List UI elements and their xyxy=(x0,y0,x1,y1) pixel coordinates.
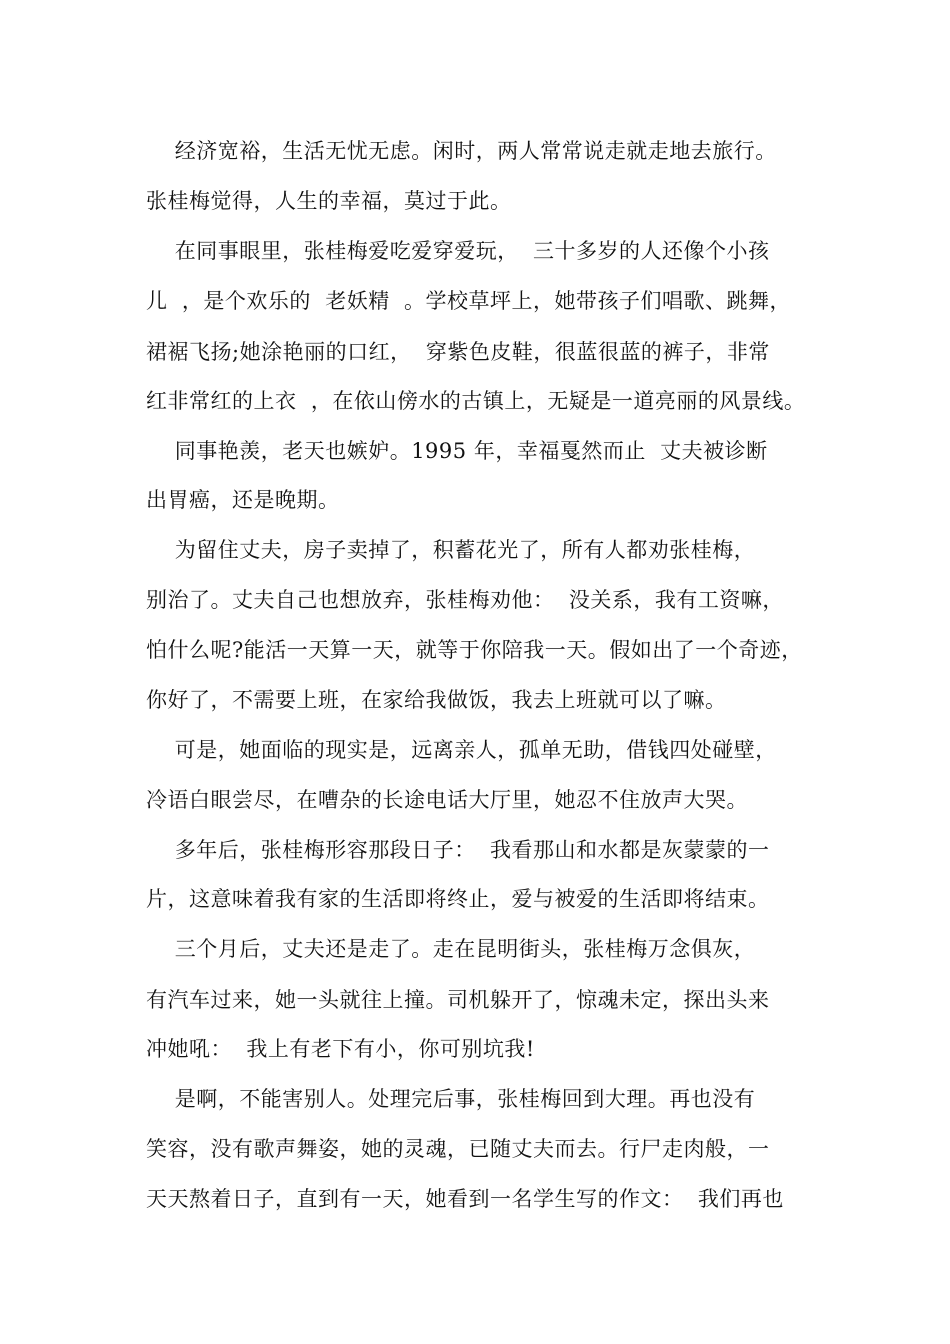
text-line: 儿 ，是个欢乐的 老妖精 。学校草坪上，她带孩子们唱歌、跳舞， xyxy=(146,289,792,313)
text-line: 红非常红的上衣 ，在依山傍水的古镇上，无疑是一道亮丽的风景线。 xyxy=(146,389,806,413)
text-line: 是啊，不能害别人。处理完后事，张桂梅回到大理。再也没有 xyxy=(146,1087,756,1111)
text-line: 天天熬着日子，直到有一天，她看到一名学生写的作文： 我们再也 xyxy=(146,1187,784,1211)
text-line: 经济宽裕，生活无忧无虑。闲时，两人常常说走就走地去旅行。 xyxy=(146,139,777,163)
text-line: 有汽车过来，她一头就往上撞。司机躲开了，惊魂未定，探出头来 xyxy=(146,988,770,1012)
text-line: 张桂梅觉得，人生的幸福，莫过于此。 xyxy=(146,189,512,213)
text-line: 冲她吼： 我上有老下有小，你可别坑我! xyxy=(146,1037,535,1061)
text-line: 你好了，不需要上班，在家给我做饭，我去上班就可以了嘛。 xyxy=(146,688,727,712)
text-line: 三个月后，丈夫还是走了。走在昆明街头，张桂梅万念俱灰， xyxy=(146,937,756,961)
text-line: 片，这意味着我有家的生活即将终止，爱与被爱的生活即将结束。 xyxy=(146,887,770,911)
text-line: 可是，她面临的现实是，远离亲人，孤单无助，借钱四处碰壁， xyxy=(146,738,777,762)
text-line: 别治了。丈夫自己也想放弃，张桂梅劝他： 没关系，我有工资嘛， xyxy=(146,588,784,612)
text-line: 多年后，张桂梅形容那段日子： 我看那山和水都是灰蒙蒙的一 xyxy=(146,838,770,862)
text-line: 冷语白眼尝尽，在嘈杂的长途电话大厅里，她忍不住放声大哭。 xyxy=(146,788,748,812)
text-line: 怕什么呢?能活一天算一天，就等于你陪我一天。假如出了一个奇迹， xyxy=(146,638,803,662)
text-line: 笑容，没有歌声舞姿，她的灵魂，已随丈夫而去。行尸走肉般，一 xyxy=(146,1137,770,1161)
text-line: 同事艳羡，老天也嫉妒。1995 年，幸福戛然而止 丈夫被诊断 xyxy=(146,439,768,463)
text-line: 在同事眼里，张桂梅爱吃爱穿爱玩， 三十多岁的人还像个小孩 xyxy=(146,239,770,263)
text-line: 裙裾飞扬;她涂艳丽的口红， 穿紫色皮鞋，很蓝很蓝的裤子，非常 xyxy=(146,340,770,364)
text-line: 出胃癌，还是晚期。 xyxy=(146,488,340,512)
text-line: 为留住丈夫，房子卖掉了，积蓄花光了，所有人都劝张桂梅， xyxy=(146,538,756,562)
